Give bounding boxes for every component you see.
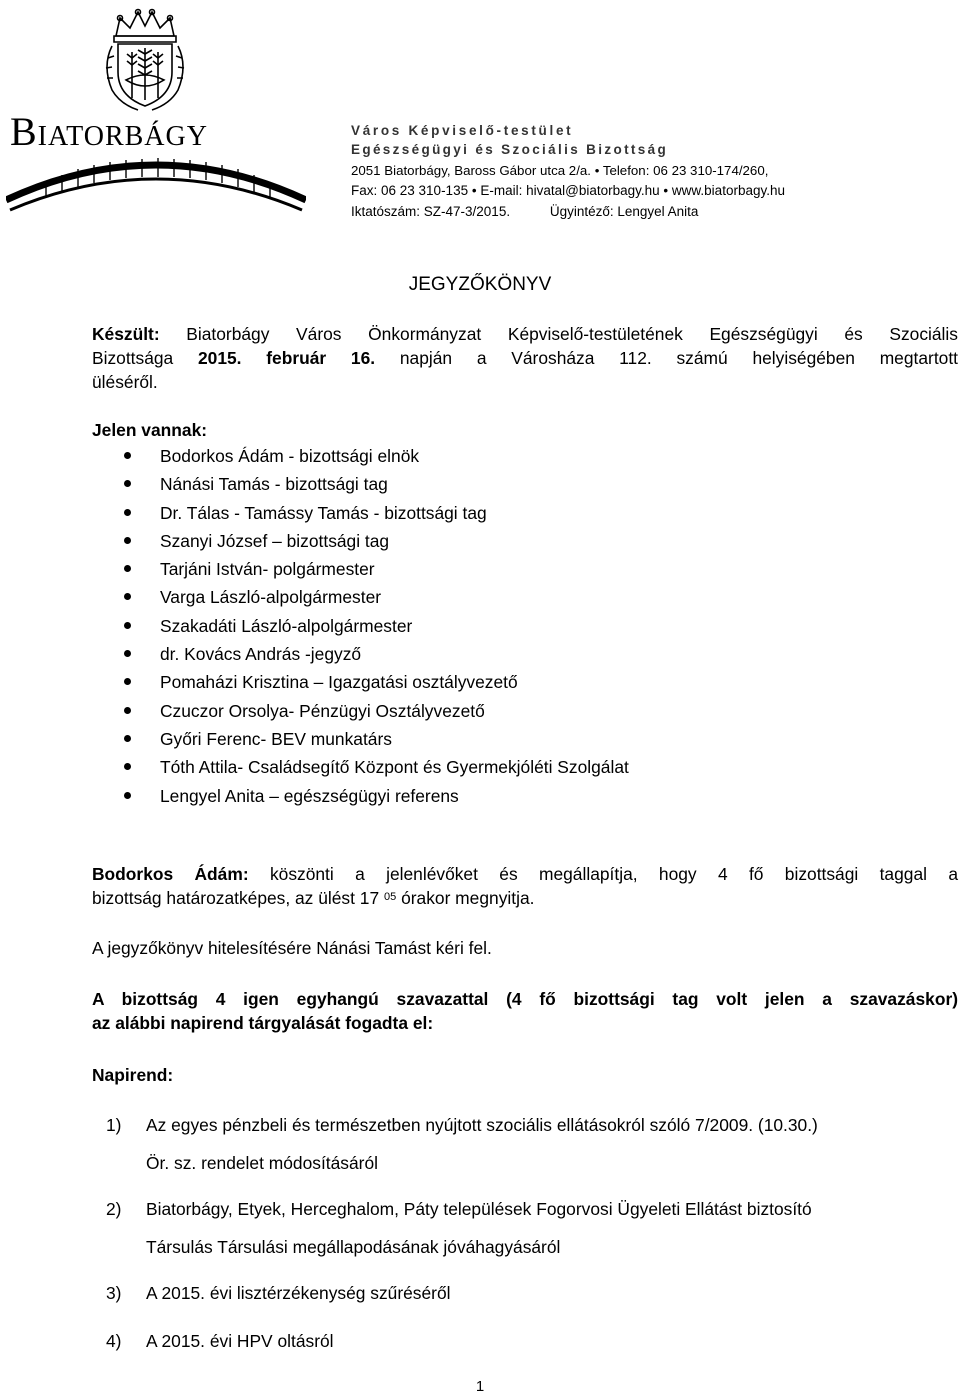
- intro-line-2: [92, 346, 958, 371]
- list-item: Győri Ferenc- BEV munkatárs: [120, 725, 629, 753]
- intro-line-3: üléséről.: [92, 372, 158, 392]
- list-item: Lengyel Anita – egészségügyi referens: [120, 782, 629, 810]
- bullet-icon: [124, 509, 131, 516]
- meeting-date: 2015. február 16.: [197, 348, 376, 368]
- vote-line-2: az alábbi napirend tárgyalását fogadta el:: [92, 1013, 434, 1033]
- contact-line-1: [351, 162, 768, 180]
- bullet-icon: [124, 763, 131, 770]
- opening-line-1: [92, 862, 958, 887]
- list-item: Pomaházi Krisztina – Igazgatási osztályvezető: [120, 668, 629, 696]
- page-number: 1: [475, 1378, 485, 1395]
- intro-text: napján a Városháza 112. számú helyiségében megtartott: [399, 348, 958, 368]
- list-item: Szakadáti László-alpolgármester: [120, 612, 629, 640]
- bullet-separator: •: [471, 183, 477, 198]
- contact-line-2: [351, 182, 785, 200]
- email: E-mail: hivatal@biatorbagy.hu: [480, 183, 660, 198]
- document-page: Biatorbágy Város Képviselő-testület Egészségügyi és Szociális Bizottság 2051 Biatorbágy, Baross Gábor utca 2/a. • Telefon: 06 23 310-174/260, Fax: 06 23 310-135 • E-mail: hivatal@biatorbagy.hu • www.biatorbagy.hu Iktatószám: SZ-47-3/2015. Ügyintéző: Lengyel Anita JEGYZŐKÖNYV Készült: Biatorbágy Város Önkormányzat Képviselő-testületének Egészségügyi és Szociális Bizottsága 2015. február 16. napján a Városháza 112. számú helyiségében megtartott üléséről. Jelen vannak: Bodorkos Ádám - bizottsági elnök Nánási Tamás - bizottsági tag Dr. Tálas - Tamássy Tamás - bizottsági tag Szanyi József – bizottsági tag Tarjáni István- polgármester Varga László-alpolgármester Szakadáti László-alpolgármester dr. Kovács András -jegyző Pomaházi Krisztina – Igazgatási osztályvezető Czuczor Orsolya- Pénzügyi Osztályvezető Győri Ferenc- BEV munkatárs Tóth Attila- Családsegítő Központ és Gyermekjóléti Szolgálat Lengyel Anita – egészségügyi referens Bodorkos Ádám: köszönti a jelenlévőket és megállapítja, hogy 4 fő bizottsági taggal a bizottság határozatképes, az ülést 17 $^{05}$ órakor megnyitja. A jegyzőkönyv hitelesítésére Nánási Tamást kéri fel. A bizottság 4 igen egyhangú szavazattal (4 fő bizottsági tag volt jelen a szavazáskor) az alábbi napirend tárgyalását fogadta el: Napirend: 1) Az egyes pénzbeli és természetben nyújtott szociális ellátásokról szóló 7/2009. (10.30.) Ör. sz. rendelet módosításáról 2) Biatorbágy, Etyek, Herceghalom, Páty települések Fogorvosi Ügyeleti Ellátást biztosító Társulás Társulási megállapodásának jóváhagyásáról 3) A 2015. évi lisztérzékenység szűréséről 4) A 2015. évi HPV oltásról 1: [0, 0, 960, 1396]
- address: 2051 Biatorbágy, Baross Gábor utca 2/a.: [351, 163, 591, 178]
- document-title: JEGYZŐKÖNYV: [408, 274, 552, 295]
- minutes-superscript: 05: [383, 891, 397, 903]
- speaker-name: Bodorkos Ádám:: [92, 864, 249, 884]
- bullet-icon: [124, 537, 131, 544]
- list-item: Tarjáni István- polgármester: [120, 555, 629, 583]
- vote-line-1: A bizottság 4 igen egyhangú szavazattal (4 fő bizottsági tag volt jelen a szavazáskor): [92, 989, 958, 1009]
- opening-text: köszönti a jelenlévőket és megállapítja, hogy 4 fő bizottsági taggal a: [269, 864, 958, 884]
- bullet-icon: [124, 735, 131, 742]
- bullet-separator: •: [594, 163, 600, 178]
- bullet-icon: [124, 593, 131, 600]
- list-item: Dr. Tálas - Tamássy Tamás - bizottsági tag: [120, 499, 629, 527]
- intro-label: Készült:: [92, 324, 160, 344]
- reference-number: Iktatószám: SZ-47-3/2015.: [351, 204, 511, 219]
- viaduct-logo-icon: [6, 152, 306, 214]
- list-item: dr. Kovács András -jegyző: [120, 640, 629, 668]
- intro-text: Biatorbágy Város Önkormányzat Képviselő-testületének Egészségügyi és Szociális: [186, 324, 958, 344]
- fax: Fax: 06 23 310-135: [351, 183, 469, 198]
- bullet-icon: [124, 622, 131, 629]
- bullet-icon: [124, 707, 131, 714]
- org-name: Város Képviselő-testület: [351, 123, 574, 138]
- intro-line-1: [92, 322, 958, 347]
- agenda-heading: Napirend:: [92, 1065, 174, 1085]
- intro-text: Bizottsága: [92, 348, 174, 368]
- bullet-icon: [124, 792, 131, 799]
- authentication-text: A jegyzőkönyv hitelesítésére Nánási Tamást kéri fel.: [92, 938, 492, 958]
- list-item: Bodorkos Ádám - bizottsági elnök: [120, 442, 629, 470]
- bullet-icon: [124, 678, 131, 685]
- attendee-list: [120, 442, 629, 810]
- bullet-icon: [124, 480, 131, 487]
- bullet-separator: •: [663, 183, 669, 198]
- website: www.biatorbagy.hu: [671, 183, 785, 198]
- list-item: Szanyi József – bizottsági tag: [120, 527, 629, 555]
- coat-of-arms-icon: [98, 6, 192, 114]
- present-heading: Jelen vannak:: [92, 420, 208, 440]
- opening-line-2: bizottság határozatképes, az ülést 17 $^{05}$ órakor megnyitja.: [92, 888, 535, 908]
- list-item: Czuczor Orsolya- Pénzügyi Osztályvezető: [120, 697, 629, 725]
- list-item: Varga László-alpolgármester: [120, 583, 629, 611]
- list-item: Tóth Attila- Családsegítő Központ és Gyermekjóléti Szolgálat: [120, 753, 629, 781]
- logo-wordmark: Biatorbágy: [10, 109, 208, 154]
- bullet-icon: [124, 650, 131, 657]
- clerk-name: Ügyintéző: Lengyel Anita: [549, 204, 699, 219]
- reference-line: [351, 203, 698, 221]
- committee-name: Egészségügyi és Szociális Bizottság: [351, 142, 669, 157]
- bullet-icon: [124, 565, 131, 572]
- phone: Telefon: 06 23 310-174/260,: [602, 163, 769, 178]
- bullet-icon: [124, 452, 131, 459]
- list-item: Nánási Tamás - bizottsági tag: [120, 470, 629, 498]
